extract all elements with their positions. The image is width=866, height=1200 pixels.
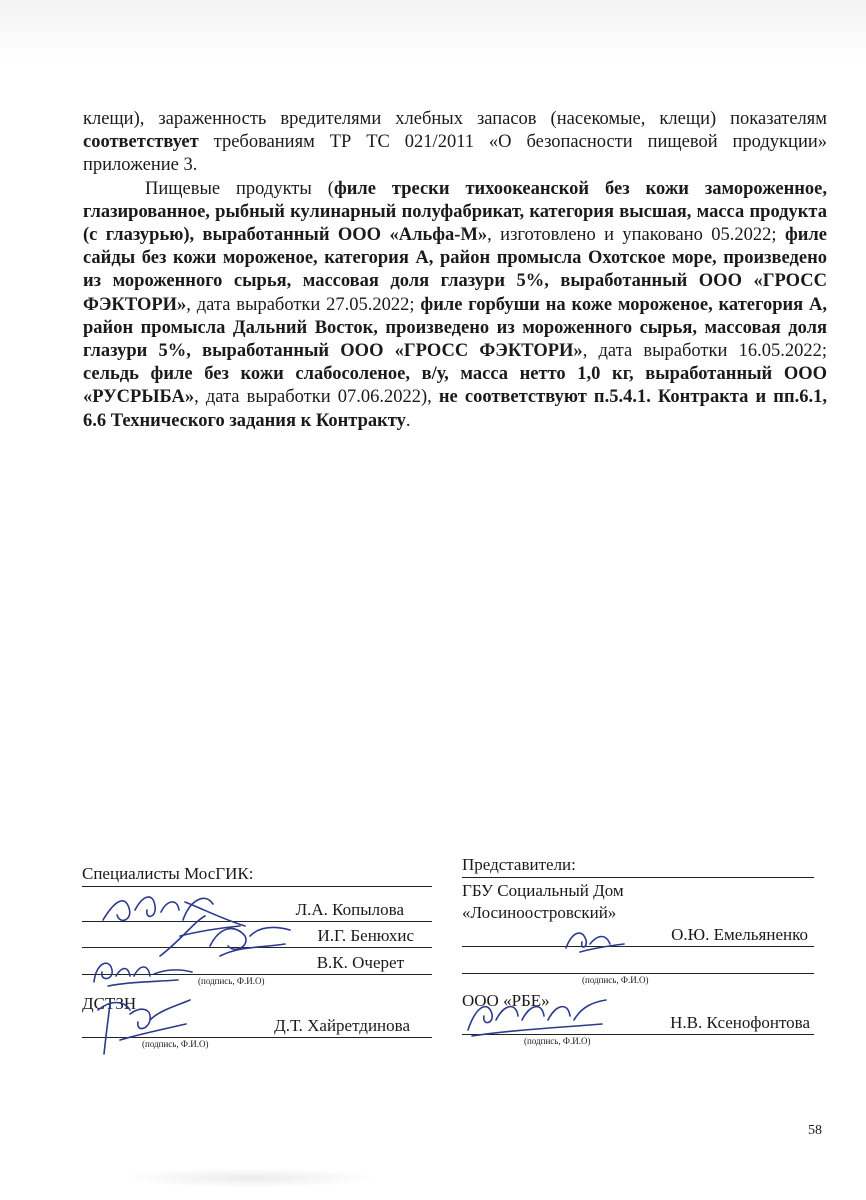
bold-text-run: сельдь филе без кожи слабосоленое, в/у, масса нетто 1,0 кг, выработанный ООО «РУСРЫБА» bbox=[83, 364, 827, 408]
bold-text-run: соответствует bbox=[83, 132, 199, 153]
bold-text-run: филе сайды без кожи мороженое, категория А, район промысла Охотское море, произведено из мороженного сырья, массовая доля глазури 5%, выработанный ООО «ГРОСС ФЭКТОРИ» bbox=[83, 225, 827, 315]
specialists-header-row bbox=[82, 860, 432, 887]
signature-line bbox=[462, 924, 814, 947]
representatives-header: Представители: bbox=[462, 855, 576, 874]
page-number: 58 bbox=[808, 1123, 822, 1138]
signature-hint: (подпись, Ф.И.О) bbox=[198, 976, 265, 986]
paragraph-compliance bbox=[83, 108, 827, 178]
department-label: ДСТЗН bbox=[82, 994, 137, 1013]
text-run: , изготовлено и упаковано 05.2022; bbox=[487, 225, 785, 246]
text-run: , дата выработки 16.05.2022; bbox=[582, 341, 827, 362]
text-run: , дата выработки 27.05.2022; bbox=[186, 294, 421, 315]
signatory-name: И.Г. Бенюхис bbox=[317, 926, 414, 945]
bold-text-run: филе горбуши на коже мороженое, категория А, район промысла Дальний Восток, произведено из мороженного сырья, массовая доля глазури 5%, выработанный ООО «ГРОСС ФЭКТОРИ» bbox=[83, 294, 827, 362]
signature-line bbox=[82, 922, 432, 948]
signatory-name: Л.А. Копылова bbox=[295, 900, 404, 919]
representatives-header-row bbox=[462, 843, 814, 878]
paragraph-noncompliance bbox=[83, 178, 827, 433]
specialists-header: Специалисты МосГИК: bbox=[82, 864, 254, 883]
signature-hint: (подпись, Ф.И.О) bbox=[142, 1039, 209, 1049]
signature-hint: (подпись, Ф.И.О) bbox=[582, 975, 649, 985]
document-body bbox=[83, 108, 827, 433]
signatory-name: В.К. Очерет bbox=[316, 953, 404, 972]
organization-name: ООО «РБЕ» bbox=[462, 991, 550, 1010]
signatory-name: Д.Т. Хайретдинова bbox=[274, 1016, 410, 1035]
signatory-name: О.Ю. Емельяненко bbox=[671, 925, 808, 944]
signature-line bbox=[462, 1012, 814, 1035]
representatives-signature-block bbox=[462, 843, 814, 1047]
signature-hint: (подпись, Ф.И.О) bbox=[524, 1036, 591, 1046]
text-run: , дата выработки 07.06.2022), bbox=[194, 387, 439, 408]
text-run: Пищевые продукты ( bbox=[145, 178, 334, 199]
signature-line bbox=[82, 948, 432, 975]
scan-shadow-top bbox=[0, 0, 866, 60]
organization-name: «Лосиноостровский» bbox=[462, 903, 617, 922]
bold-text-run: филе трески тихоокеанской без кожи замороженное, глазированное, рыбный кулинарный полуфабрикат, категория высшая, масса продукта (с глазурью), выработанный ООО «Альфа-М» bbox=[83, 178, 827, 246]
signatory-name: Н.В. Ксенофонтова bbox=[670, 1013, 810, 1032]
specialists-signature-block bbox=[82, 860, 432, 1050]
signature-line bbox=[462, 947, 814, 974]
text-run: . bbox=[405, 410, 411, 431]
text-run: требованиям ТР ТС 021/2011 «О безопасности пищевой продукции» приложение 3. bbox=[83, 132, 827, 176]
text-run: клещи), зараженность вредителями хлебных запасов (насекомые, клещи) показателям bbox=[83, 109, 827, 129]
scan-smudge-bottom bbox=[120, 1168, 380, 1188]
signature-line bbox=[82, 1015, 432, 1038]
bold-text-run: не соответствуют п.5.4.1. Контракта и пп.6.1, 6.6 Технического задания к Контракту bbox=[83, 387, 827, 431]
signature-line bbox=[82, 887, 432, 922]
organization-name: ГБУ Социальный Дом bbox=[462, 881, 624, 900]
